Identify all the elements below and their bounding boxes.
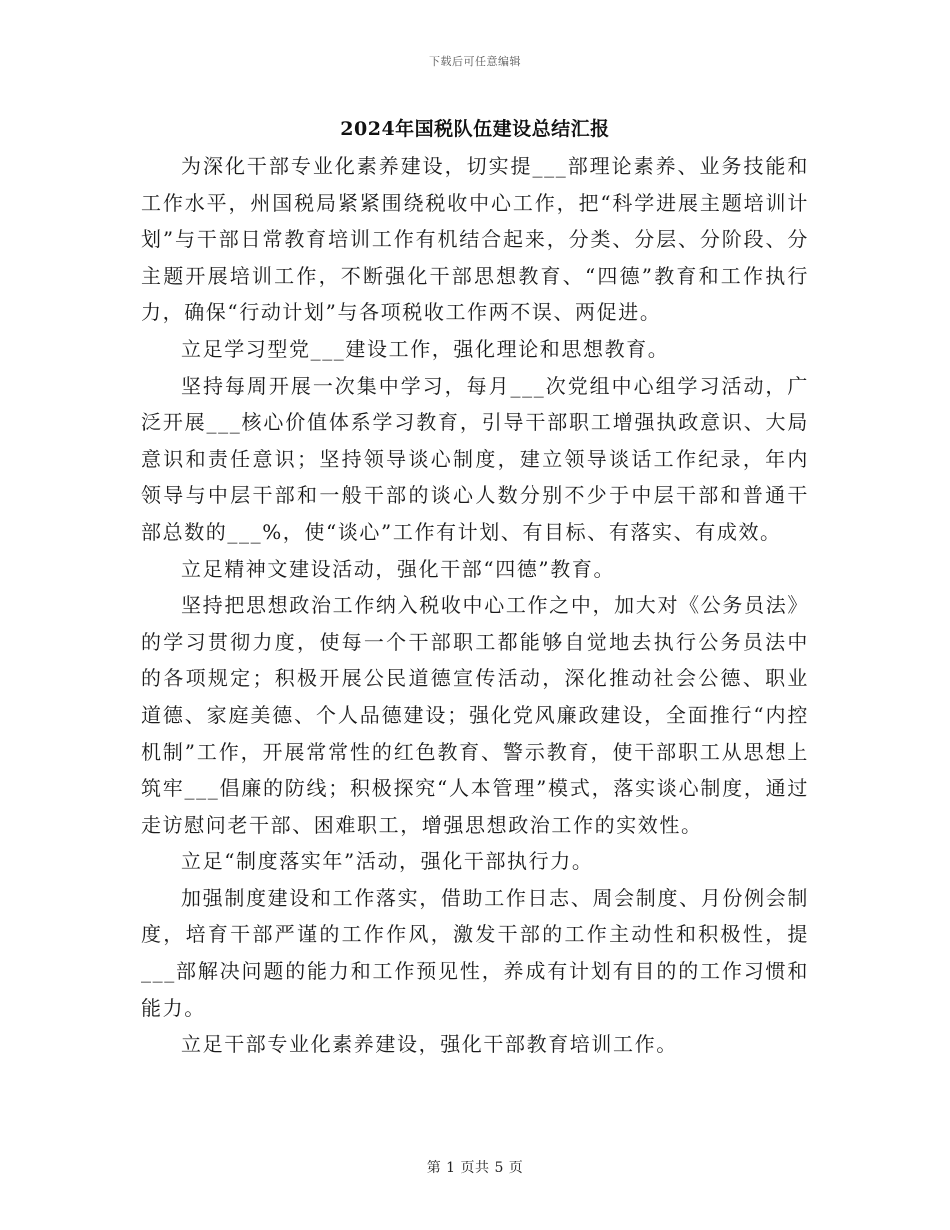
- page-number-footer: 第 1 页共 5 页: [426, 1160, 524, 1176]
- document-body: [141, 148, 809, 1063]
- paragraph-intro: 为深化干部专业化素养建设，切实提___部理论素养、业务技能和工作水平，州国税局紧紧围绕税收中心工作，把“科学进展主题培训计划”与干部日常教育培训工作有机结合起来，分类、分层、分阶段、分主题开展培训工作，不断强化干部思想教育、“四德”教育和工作执行力，确保“行动计划”与各项税收工作两不误、两促进。: [141, 154, 809, 325]
- paragraph-system-detail: 加强制度建设和工作落实，借助工作日志、周会制度、月份例会制度，培育干部严谨的工作作风，激发干部的工作主动性和积极性，提___部解决问题的能力和工作预见性，养成有计划有目的的工作习惯和能力。: [141, 885, 809, 1020]
- paragraph-heading-training: 立足干部专业化素养建设，强化干部教育培训工作。: [181, 1032, 678, 1057]
- paragraph-study-detail: 坚持每周开展一次集中学习，每月___次党组中心组学习活动，广泛开展___核心价值体系学习教育，引导干部职工增强执政意识、大局意识和责任意识；坚持领导谈心制度，建立领导谈话工作纪录，年内领导与中层干部和一般干部的谈心人数分别不少于中层干部和普通干部总数的___%，使“谈心”工作有计划、有目标、有落实、有成效。: [141, 373, 809, 544]
- paragraph-heading-study: 立足学习型党___建设工作，强化理论和思想教育。: [181, 336, 670, 361]
- paragraph-heading-spirit: 立足精神文建设活动，强化干部“四德”教育。: [181, 556, 616, 581]
- paragraph-heading-system: 立足“制度落实年”活动，强化干部执行力。: [181, 849, 594, 874]
- document-title: 2024年国税队伍建设总结汇报: [340, 118, 610, 140]
- paragraph-spirit-detail: 坚持把思想政治工作纳入税收中心工作之中，加大对《公务员法》的学习贯彻力度，使每一个干部职工都能够自觉地去执行公务员法中的各项规定；积极开展公民道德宣传活动，深化推动社会公德、职业道德、家庭美德、个人品德建设；强化党风廉政建设，全面推行“内控机制”工作，开展常常性的红色教育、警示教育，使干部职工从思想上筑牢___倡廉的防线；积极探究“人本管理”模式，落实谈心制度，通过走访慰问老干部、困难职工，增强思想政治工作的实效性。: [141, 593, 809, 837]
- header-note: 下载后可任意编辑: [429, 55, 521, 68]
